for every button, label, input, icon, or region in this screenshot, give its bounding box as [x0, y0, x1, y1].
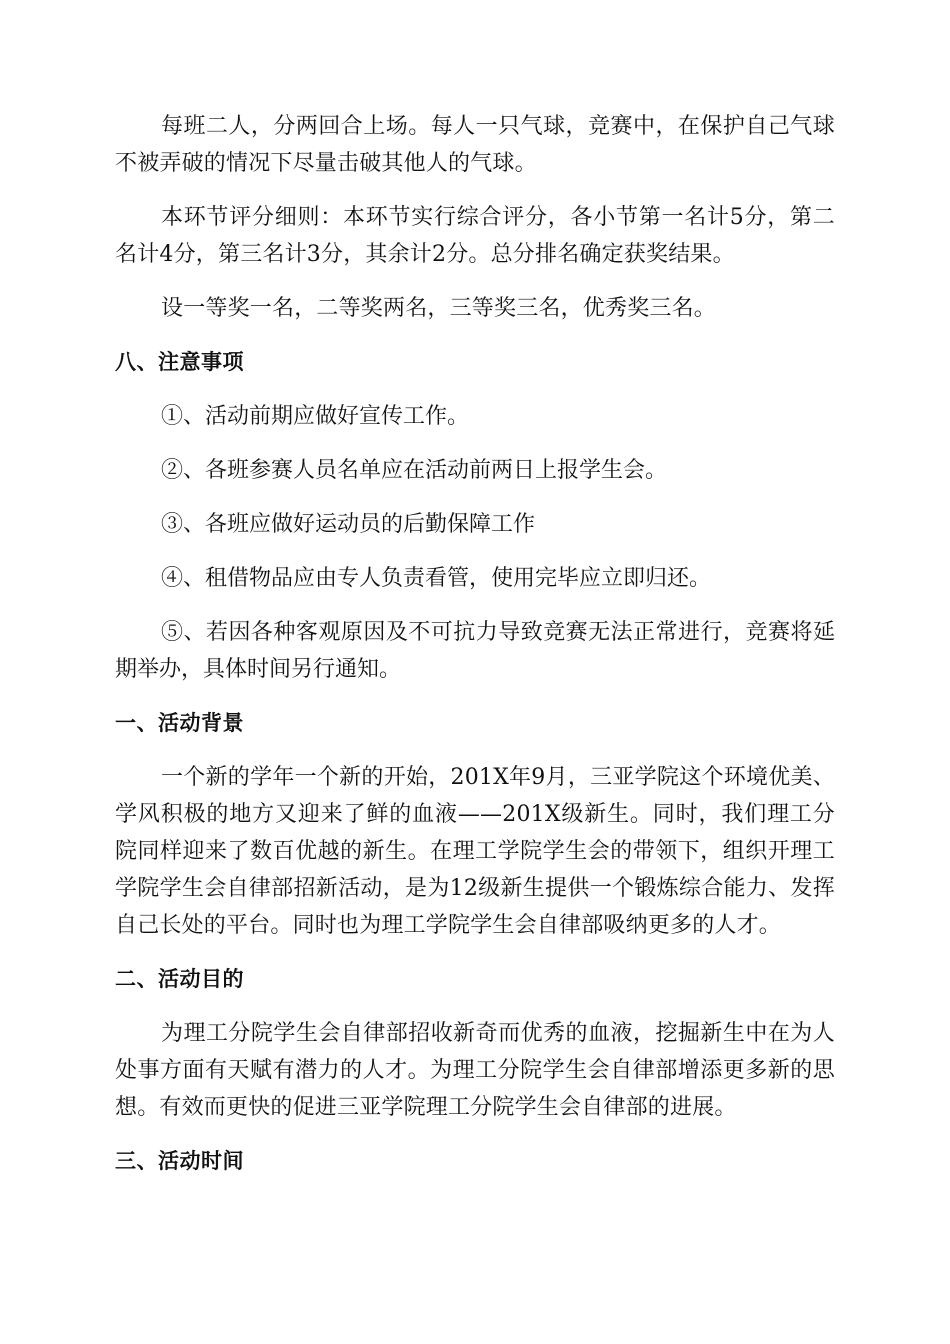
section-heading-time: 三、活动时间 [115, 1149, 244, 1173]
list-item: ⑤、若因各种客观原因及不可抗力导致竞赛无法正常进行，竞赛将延期举办，具体时间另行通知。 [115, 620, 835, 682]
list-item: ①、活动前期应做好宣传工作。 [161, 404, 470, 429]
paragraph-purpose: 为理工分院学生会自律部招收新奇而优秀的血液，挖掘新生中在为人处事方面有天赋有潜力的人才。为理工分院学生会自律部增添更多新的思想。有效而更快的促进三亚学院理工分院学生会自律部的进展。 [115, 1021, 835, 1120]
list-item: ②、各班参赛人员名单应在活动前两日上报学生会。 [161, 458, 668, 483]
document-body [115, 108, 835, 1197]
paragraph-balloon-rules: 每班二人，分两回合上场。每人一只气球，竞赛中，在保护自己气球不被弄破的情况下尽量击破其他人的气球。 [115, 114, 835, 176]
paragraph-background: 一个新的学年一个新的开始，201X年9月，三亚学院这个环境优美、学风积极的地方又迎来了鲜的血液——201X级新生。同时，我们理工分院同样迎来了数百优越的新生。在理工学院学生会的带领下，组织开理工学院学生会自律部招新活动，是为12级新生提供一个锻炼综合能力、发挥自己长处的平台。同时也为理工学院学生会自律部吸纳更多的人才。 [115, 765, 835, 938]
section-heading-notes: 八、注意事项 [115, 350, 244, 374]
list-item: ③、各班应做好运动员的后勤保障工作 [161, 512, 536, 537]
list-item: ④、租借物品应由专人负责看管，使用完毕应立即归还。 [161, 566, 712, 591]
section-heading-purpose: 二、活动目的 [115, 967, 244, 991]
paragraph-scoring-rules: 本环节评分细则：本环节实行综合评分，各小节第一名计5分，第二名计4分，第三名计3分，其余计2分。总分排名确定获奖结果。 [115, 205, 835, 267]
paragraph-awards: 设一等奖一名，二等奖两名，三等奖三名，优秀奖三名。 [161, 296, 717, 321]
section-heading-background: 一、活动背景 [115, 711, 244, 735]
